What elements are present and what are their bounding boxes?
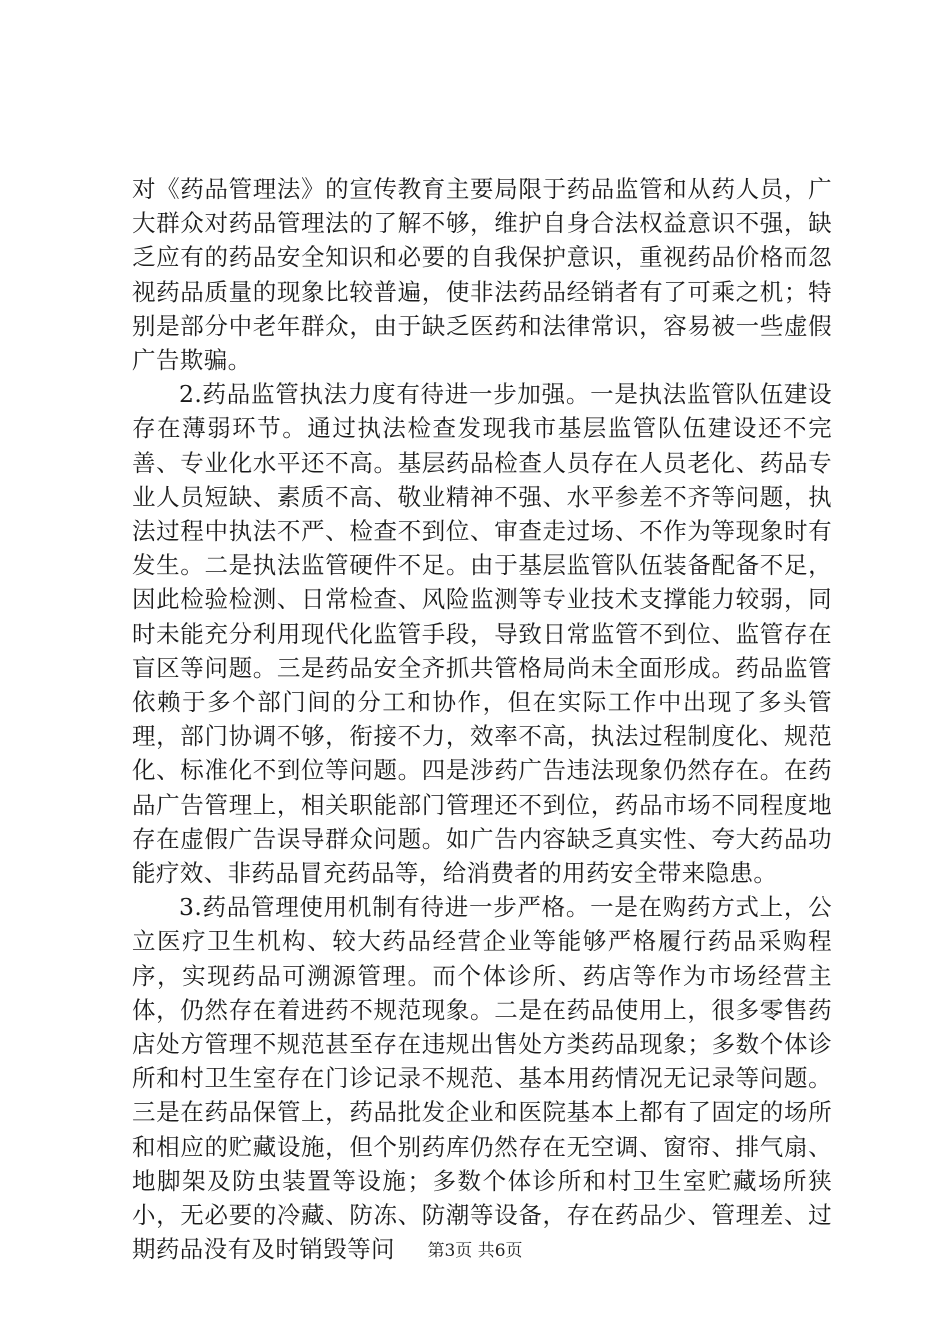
document-body: [132, 172, 832, 1267]
paragraph-1: 对《药品管理法》的宣传教育主要局限于药品监管和从药人员，广大群众对药品管理法的了解不够，维护自身合法权益意识不强，缺乏应有的药品安全知识和必要的自我保护意识，重视药品价格而忽视药品质量的现象比较普遍，使非法药品经销者有了可乘之机；特别是部分中老年群众，由于缺乏医药和法律常识，容易被一些虚假广告欺骗。: [132, 175, 832, 375]
paragraph-3: 3.药品管理使用机制有待进一步严格。一是在购药方式上，公立医疗卫生机构、较大药品经营企业等能够严格履行药品采购程序，实现药品可溯源管理。而个体诊所、药店等作为市场经营主体，仍然存在着进药不规范现象。二是在药品使用上，很多零售药店处方管理不规范甚至存在违规出售处方类药品现象；多数个体诊所和村卫生室存在门诊记录不规范、基本用药情况无记录等问题。三是在药品保管上，药品批发企业和医院基本上都有了固定的场所和相应的贮藏设施，但个别药库仍然存在无空调、窗帘、排气扇、地脚架及防虫装置等设施；多数个体诊所和村卫生室贮藏场所狭小，无必要的冷藏、防冻、防潮等设备，存在药品少、管理差、过期药品没有及时销毁等问: [132, 893, 832, 1264]
paragraph-2: 2.药品监管执法力度有待进一步加强。一是执法监管队伍建设存在薄弱环节。通过执法检查发现我市基层监管队伍建设还不完善、专业化水平还不高。基层药品检查人员存在人员老化、药品专业人员短缺、素质不高、敬业精神不强、水平参差不齐等问题，执法过程中执法不严、检查不到位、审查走过场、不作为等现象时有发生。二是执法监管硬件不足。由于基层监管队伍装备配备不足，因此检验检测、日常检查、风险监测等专业技术支撑能力较弱，同时未能充分利用现代化监管手段，导致日常监管不到位、监管存在盲区等问题。三是药品安全齐抓共管格局尚未全面形成。药品监管依赖于多个部门间的分工和协作，但在实际工作中出现了多头管理，部门协调不够，衔接不力，效率不高，执法过程制度化、规范化、标准化不到位等问题。四是涉药广告违法现象仍然存在。在药品广告管理上，相关职能部门管理还不到位，药品市场不同程度地存在虚假广告误导群众问题。如广告内容缺乏真实性、夸大药品功能疗效、非药品冒充药品等，给消费者的用药安全带来隐患。: [132, 380, 832, 888]
page-footer: 第3页 共6页: [427, 1241, 523, 1261]
